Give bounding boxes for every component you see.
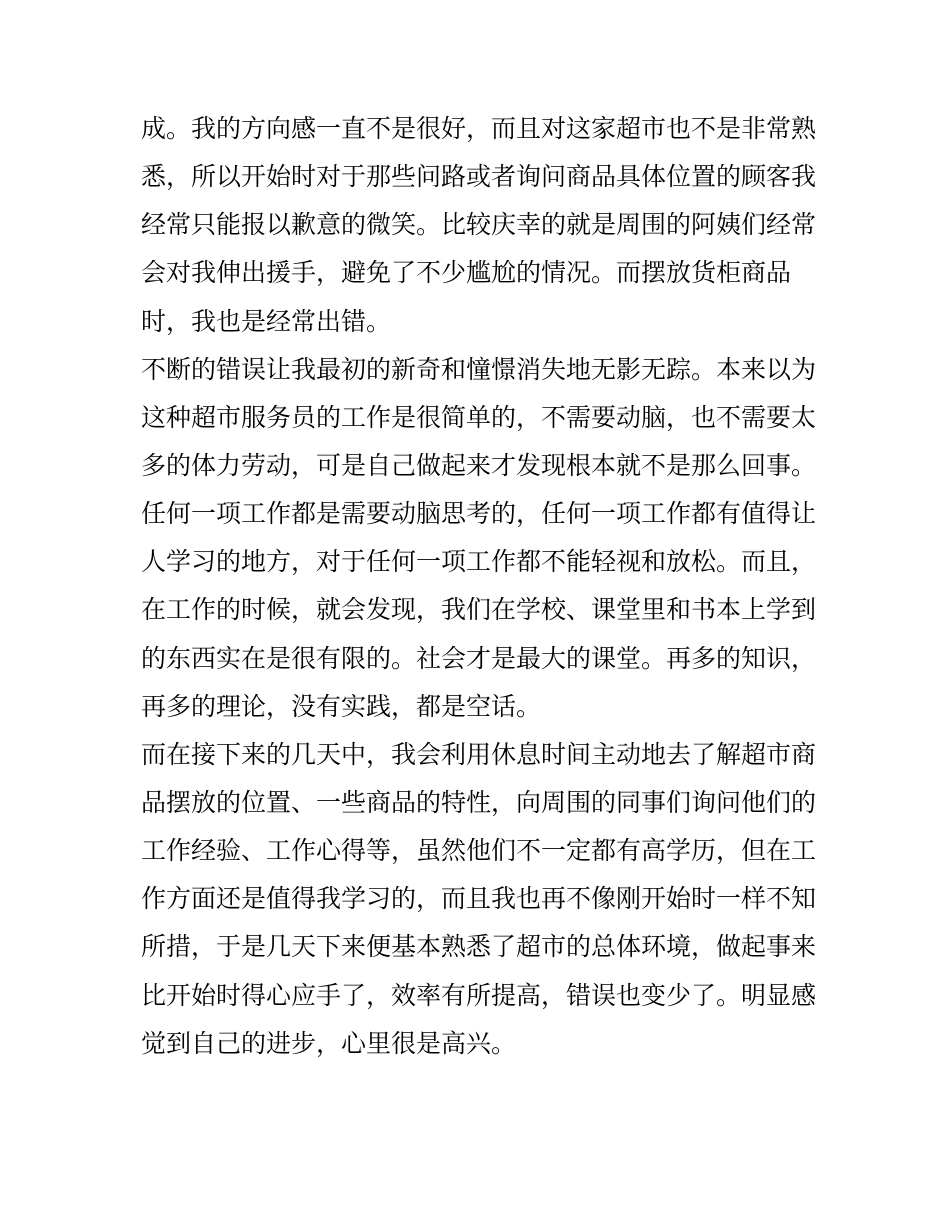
text-line: 的东西实在是很有限的。社会才是最大的课堂。再多的知识， <box>141 643 817 673</box>
text-line: 再多的理论，没有实践，都是空话。 <box>141 691 542 721</box>
text-line: 经常只能报以歉意的微笑。比较庆幸的就是周围的阿姨们经常 <box>141 210 817 240</box>
text-line: 而在接下来的几天中，我会利用休息时间主动地去了解超市商 <box>141 739 817 769</box>
text-line: 品摆放的位置、一些商品的特性，向周围的同事们询问他们的 <box>141 787 817 817</box>
text-line: 多的体力劳动，可是自己做起来才发现根本就不是那么回事。 <box>141 450 817 480</box>
text-line: 工作经验、工作心得等，虽然他们不一定都有高学历，但在工 <box>141 836 817 866</box>
text-line: 不断的错误让我最初的新奇和憧憬消失地无影无踪。本来以为 <box>141 354 817 384</box>
body-text <box>141 105 821 1068</box>
text-line: 觉到自己的进步，心里很是高兴。 <box>141 1028 517 1058</box>
text-line: 比开始时得心应手了，效率有所提高，错误也变少了。明显感 <box>141 980 817 1010</box>
text-line: 会对我伸出援手，避免了不少尴尬的情况。而摆放货柜商品 <box>141 258 792 288</box>
text-line: 作方面还是值得我学习的，而且我也再不像刚开始时一样不知 <box>141 884 817 914</box>
text-line: 所措，于是几天下来便基本熟悉了超市的总体环境，做起事来 <box>141 932 817 962</box>
text-line: 悉，所以开始时对于那些问路或者询问商品具体位置的顾客我 <box>141 162 817 192</box>
text-line: 任何一项工作都是需要动脑思考的，任何一项工作都有值得让 <box>141 499 817 529</box>
text-line: 成。我的方向感一直不是很好，而且对这家超市也不是非常熟 <box>141 114 817 143</box>
text-line: 时，我也是经常出错。 <box>141 306 392 336</box>
text-line: 在工作的时候，就会发现，我们在学校、课堂里和书本上学到 <box>141 595 817 625</box>
text-line: 这种超市服务员的工作是很简单的，不需要动脑，也不需要太 <box>141 402 817 432</box>
text-line: 人学习的地方，对于任何一项工作都不能轻视和放松。而且， <box>141 547 817 577</box>
